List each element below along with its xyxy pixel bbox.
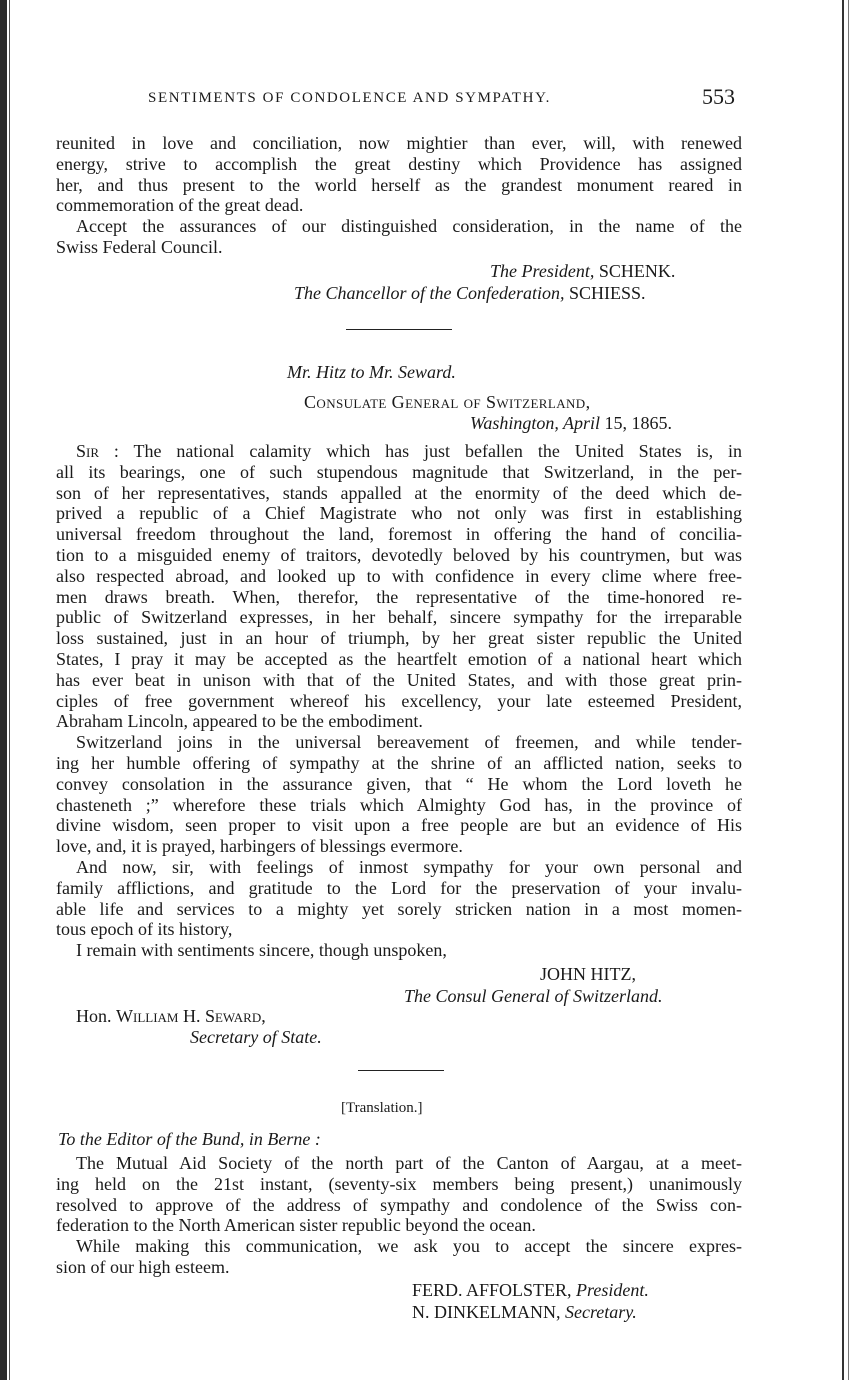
salutation: Sir : <box>76 441 119 461</box>
text-line: son of her representatives, stands appalled at the enormity of the deed which de- <box>56 482 742 503</box>
signature-president <box>490 261 675 282</box>
text-line: The Mutual Aid Society of the north part of the Canton of Aargau, at a meet- <box>76 1153 742 1173</box>
letter-heading: Mr. Hitz to Mr. Seward. <box>287 362 456 382</box>
page-edge-left-line <box>9 0 10 1380</box>
text-line: has ever beat in unison with that of the United States, and with those great prin- <box>56 669 742 690</box>
signature-affolster <box>412 1280 649 1301</box>
text-line: tion to a misguided enemy of traitors, devotedly beloved by his countrymen, but was <box>56 544 742 565</box>
text-line: Swiss Federal Council. <box>56 236 223 257</box>
text-line: convey consolation in the assurance given, that “ He whom the Lord loveth he <box>56 773 742 794</box>
text-line: Accept the assurances of our distinguished consideration, in the name of the <box>76 216 742 237</box>
text-line: ciples of free government whereof his excellency, your late esteemed President, <box>56 690 742 711</box>
addressee-title: Secretary of State. <box>190 1027 322 1047</box>
text-line: men draws breath. When, therefor, the representative of the time-honored re- <box>56 586 742 607</box>
addressee-name: William H. Seward, <box>116 1006 266 1026</box>
letter-place: Consulate General of Switzerland, <box>304 392 591 412</box>
text-line: Abraham Lincoln, appeared to be the embodiment. <box>56 711 423 732</box>
text-line: resolved to approve of the address of sympathy and condolence of the Swiss con- <box>56 1194 742 1215</box>
text-line: sion of our high esteem. <box>56 1256 230 1277</box>
signer-name: JOHN HITZ, <box>540 964 636 984</box>
text-line: reunited in love and conciliation, now mightier than ever, will, with renewed <box>56 133 742 153</box>
text-line: And now, sir, with feelings of inmost sympathy for your own personal and <box>76 856 742 877</box>
text-fragment: The national calamity which has just befallen the United States is, in <box>133 441 742 461</box>
text-line: family afflictions, and gratitude to the Lord for the preservation of your invalu- <box>56 877 742 898</box>
text-line: ing her humble offering of sympathy at the shrine of an afflicted nation, seeks to <box>56 752 742 773</box>
signature-title: The Chancellor of the Confederation, <box>294 283 565 303</box>
section-divider <box>346 329 452 330</box>
translation-label: [Translation.] <box>341 1100 423 1116</box>
page-edge-left <box>0 0 7 1380</box>
text-line: While making this communication, we ask you to accept the sincere expres- <box>76 1236 742 1257</box>
running-title: SENTIMENTS OF CONDOLENCE AND SYMPATHY. <box>148 90 551 106</box>
signer-title: The Consul General of Switzerland. <box>404 986 663 1006</box>
text-line <box>56 441 742 462</box>
signature-chancellor <box>294 283 646 304</box>
text-line: divine wisdom, seen proper to visit upon a free people are but an evidence of His <box>56 815 742 836</box>
text-line: universal freedom throughout the land, foremost in offering the hand of concilia- <box>56 524 742 545</box>
letter-date-place: Washington, April <box>470 413 601 433</box>
text-line: loss sustained, just in an hour of triumph, by her great sister republic the United <box>56 628 742 649</box>
text-line: love, and, it is prayed, harbingers of blessings evermore. <box>56 836 463 857</box>
text-line: energy, strive to accomplish the great destiny which Providence has assigned <box>56 153 742 174</box>
signature-title: Secretary. <box>564 1302 637 1322</box>
text-line: commemoration of the great dead. <box>56 195 304 216</box>
signature-name: N. DINKELMANN, <box>412 1302 561 1322</box>
signature-name: SCHENK. <box>598 261 676 281</box>
signature-title: President. <box>576 1280 649 1300</box>
text-line: Switzerland joins in the universal bereavement of freemen, and while tender- <box>76 732 742 753</box>
signature-title: The President, <box>490 261 595 281</box>
text-line: all its bearings, one of such stupendous magnitude that Switzerland, in the per- <box>56 461 742 482</box>
letter-date-year: 15, 1865. <box>604 413 673 433</box>
text-line: chasteneth ;” wherefore these trials which Almighty God has, in the province of <box>56 794 742 815</box>
text-line: her, and thus present to the world herself as the grandest monument reared in <box>56 174 742 195</box>
page-edge-right-line <box>848 0 849 1380</box>
text-line: prived a republic of a Chief Magistrate who not only was first in establishing <box>56 503 742 524</box>
hitz-letter-body <box>56 441 742 961</box>
text-line: I remain with sentiments sincere, though unspoken, <box>76 940 447 961</box>
letter-date <box>470 413 672 434</box>
page-edge-right <box>842 0 844 1380</box>
page-number: 553 <box>702 84 735 109</box>
text-line: tous epoch of its history, <box>56 919 233 940</box>
section-divider <box>358 1070 444 1071</box>
text-line: also respected abroad, and looked up to with confidence in every clime where free- <box>56 565 742 586</box>
translation-body <box>56 1153 742 1278</box>
signature-dinkelmann <box>412 1302 637 1323</box>
addressee-prefix: Hon. <box>76 1006 112 1026</box>
text-line: public of Switzerland expresses, in her behalf, sincere sympathy for the irreparable <box>56 607 742 628</box>
signature-name: SCHIESS. <box>568 283 646 303</box>
swiss-letter-paragraph <box>56 133 742 258</box>
text-line: federation to the North American sister republic beyond the ocean. <box>56 1215 536 1236</box>
text-line: States, I pray it may be accepted as the heartfelt emotion of a national heart which <box>56 648 742 669</box>
signature-name: FERD. AFFOLSTER, <box>412 1280 572 1300</box>
text-line: able life and services to a mighty yet sorely stricken nation in a most momen- <box>56 898 742 919</box>
addressee <box>76 1006 266 1027</box>
translation-addressee: To the Editor of the Bund, in Berne : <box>58 1129 321 1149</box>
text-line: ing held on the 21st instant, (seventy-six members being present,) unanimously <box>56 1173 742 1194</box>
